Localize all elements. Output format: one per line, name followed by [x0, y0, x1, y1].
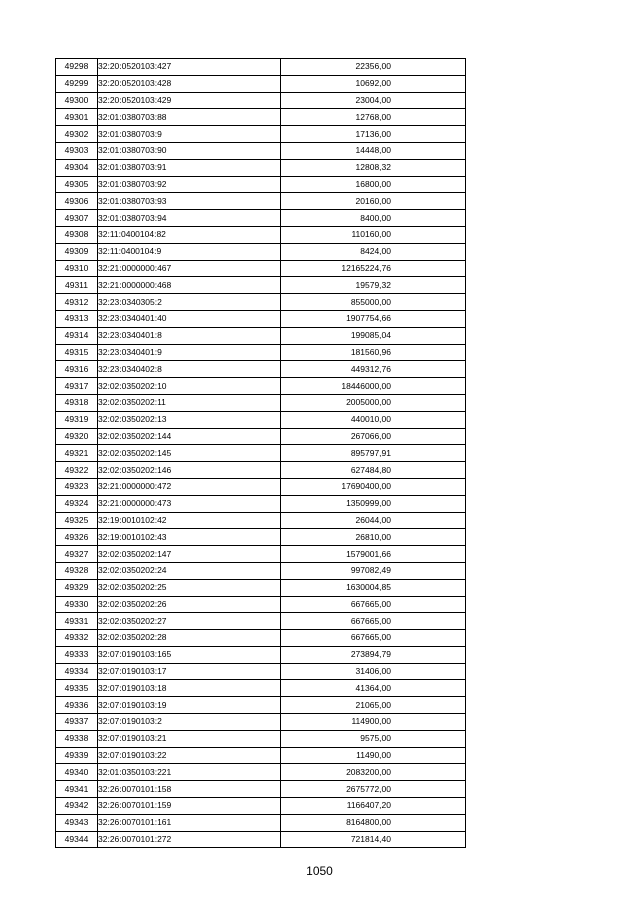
table-row — [56, 579, 466, 596]
cadastral-number-cell: 32:20:0520103:427 — [98, 59, 281, 76]
row-number-cell: 49332 — [56, 630, 98, 647]
value-cell — [281, 394, 466, 411]
value-cell — [281, 646, 466, 663]
table-row — [56, 193, 466, 210]
table-row — [56, 159, 466, 176]
value-text: 18446000,00 — [341, 380, 391, 391]
table-row — [56, 798, 466, 815]
value-cell — [281, 714, 466, 731]
row-number-cell: 49336 — [56, 697, 98, 714]
cadastral-number-cell: 32:01:0380703:91 — [98, 159, 281, 176]
row-number-cell: 49324 — [56, 495, 98, 512]
value-text: 114900,00 — [351, 716, 391, 727]
table-row — [56, 730, 466, 747]
cadastral-number-cell: 32:21:0000000:473 — [98, 495, 281, 512]
value-text: 16800,00 — [355, 178, 391, 189]
row-number-cell: 49314 — [56, 327, 98, 344]
value-text: 19579,32 — [355, 279, 391, 290]
value-cell — [281, 176, 466, 193]
value-cell — [281, 697, 466, 714]
value-cell — [281, 428, 466, 445]
row-number-cell: 49315 — [56, 344, 98, 361]
value-cell — [281, 210, 466, 227]
value-cell — [281, 92, 466, 109]
cadastral-number-cell: 32:02:0350202:10 — [98, 378, 281, 395]
value-cell — [281, 831, 466, 848]
table-row — [56, 243, 466, 260]
row-number-cell: 49304 — [56, 159, 98, 176]
cadastral-number-cell: 32:26:0070101:159 — [98, 798, 281, 815]
row-number-cell: 49335 — [56, 680, 98, 697]
value-text: 440010,00 — [350, 414, 391, 425]
table-row — [56, 462, 466, 479]
table-row — [56, 361, 466, 378]
cadastral-number-cell: 32:20:0520103:429 — [98, 92, 281, 109]
value-text: 12768,00 — [355, 111, 391, 122]
value-cell — [281, 730, 466, 747]
value-cell — [281, 109, 466, 126]
value-text: 17136,00 — [355, 128, 391, 139]
row-number-cell: 49316 — [56, 361, 98, 378]
row-number-cell: 49298 — [56, 59, 98, 76]
row-number-cell: 49320 — [56, 428, 98, 445]
row-number-cell: 49331 — [56, 613, 98, 630]
cadastral-number-cell: 32:26:0070101:158 — [98, 781, 281, 798]
value-text: 1350999,00 — [346, 498, 391, 509]
row-number-cell: 49339 — [56, 747, 98, 764]
value-cell — [281, 495, 466, 512]
cadastral-number-cell: 32:01:0380703:88 — [98, 109, 281, 126]
value-text: 267066,00 — [350, 430, 391, 441]
value-cell — [281, 411, 466, 428]
row-number-cell: 49319 — [56, 411, 98, 428]
row-number-cell: 49334 — [56, 663, 98, 680]
value-text: 2005000,00 — [346, 397, 391, 408]
table-row — [56, 680, 466, 697]
table-row — [56, 697, 466, 714]
table-row — [56, 226, 466, 243]
row-number-cell: 49313 — [56, 310, 98, 327]
table-row — [56, 59, 466, 76]
value-cell — [281, 344, 466, 361]
row-number-cell: 49323 — [56, 478, 98, 495]
table-row — [56, 764, 466, 781]
value-text: 1166407,20 — [346, 800, 391, 811]
table-row — [56, 142, 466, 159]
row-number-cell: 49342 — [56, 798, 98, 815]
value-cell — [281, 294, 466, 311]
table-row — [56, 210, 466, 227]
cadastral-number-cell: 32:11:0400104:9 — [98, 243, 281, 260]
cadastral-number-cell: 32:23:0340305:2 — [98, 294, 281, 311]
cadastral-number-cell: 32:01:0380703:92 — [98, 176, 281, 193]
cadastral-number-cell: 32:01:0350103:221 — [98, 764, 281, 781]
table-row — [56, 814, 466, 831]
table-row — [56, 714, 466, 731]
value-cell — [281, 546, 466, 563]
cadastral-number-cell: 32:07:0190103:17 — [98, 663, 281, 680]
value-text: 26044,00 — [355, 514, 391, 525]
row-number-cell: 49343 — [56, 814, 98, 831]
value-text: 11490,00 — [356, 750, 391, 761]
value-cell — [281, 75, 466, 92]
cadastral-number-cell: 32:01:0380703:90 — [98, 142, 281, 159]
table-row — [56, 529, 466, 546]
value-text: 273894,79 — [350, 649, 391, 660]
table-row — [56, 445, 466, 462]
table-row — [56, 512, 466, 529]
table-row — [56, 747, 466, 764]
value-text: 1630004,85 — [346, 582, 391, 593]
value-text: 8424,00 — [360, 246, 391, 257]
value-text: 667665,00 — [350, 632, 391, 643]
value-text: 199085,04 — [350, 330, 391, 341]
value-text: 22356,00 — [355, 61, 391, 72]
row-number-cell: 49325 — [56, 512, 98, 529]
cadastral-number-cell: 32:21:0000000:468 — [98, 277, 281, 294]
row-number-cell: 49322 — [56, 462, 98, 479]
value-cell — [281, 663, 466, 680]
cadastral-number-cell: 32:23:0340401:9 — [98, 344, 281, 361]
row-number-cell: 49338 — [56, 730, 98, 747]
value-cell — [281, 59, 466, 76]
cadastral-number-cell: 32:26:0070101:161 — [98, 814, 281, 831]
value-cell — [281, 814, 466, 831]
table-row — [56, 277, 466, 294]
cadastral-number-cell: 32:07:0190103:21 — [98, 730, 281, 747]
table-row — [56, 260, 466, 277]
table-row — [56, 478, 466, 495]
value-text: 1579001,66 — [346, 548, 391, 559]
value-cell — [281, 798, 466, 815]
cadastral-number-cell: 32:02:0350202:26 — [98, 596, 281, 613]
value-text: 895797,91 — [350, 447, 391, 458]
value-text: 181560,96 — [350, 346, 391, 357]
row-number-cell: 49333 — [56, 646, 98, 663]
row-number-cell: 49328 — [56, 562, 98, 579]
table-row — [56, 613, 466, 630]
row-number-cell: 49308 — [56, 226, 98, 243]
table-row — [56, 562, 466, 579]
cadastral-number-cell: 32:21:0000000:472 — [98, 478, 281, 495]
cadastral-number-cell: 32:02:0350202:28 — [98, 630, 281, 647]
value-text: 12165224,76 — [341, 262, 391, 273]
row-number-cell: 49341 — [56, 781, 98, 798]
value-cell — [281, 445, 466, 462]
row-number-cell: 49326 — [56, 529, 98, 546]
value-cell — [281, 596, 466, 613]
row-number-cell: 49330 — [56, 596, 98, 613]
row-number-cell: 49337 — [56, 714, 98, 731]
cadastral-number-cell: 32:07:0190103:2 — [98, 714, 281, 731]
cadastral-value-table — [55, 58, 466, 848]
value-cell — [281, 764, 466, 781]
table-row — [56, 109, 466, 126]
table-row — [56, 327, 466, 344]
row-number-cell: 49302 — [56, 126, 98, 143]
value-cell — [281, 277, 466, 294]
value-cell — [281, 226, 466, 243]
value-cell — [281, 478, 466, 495]
table-row — [56, 411, 466, 428]
table-row — [56, 663, 466, 680]
value-text: 41364,00 — [355, 682, 391, 693]
cadastral-number-cell: 32:21:0000000:467 — [98, 260, 281, 277]
value-cell — [281, 327, 466, 344]
value-cell — [281, 159, 466, 176]
table-row — [56, 294, 466, 311]
value-text: 21065,00 — [355, 699, 391, 710]
value-text: 997082,49 — [350, 565, 391, 576]
table-body — [56, 59, 466, 848]
row-number-cell: 49312 — [56, 294, 98, 311]
cadastral-number-cell: 32:23:0340401:40 — [98, 310, 281, 327]
value-cell — [281, 579, 466, 596]
table-row — [56, 596, 466, 613]
row-number-cell: 49299 — [56, 75, 98, 92]
value-cell — [281, 512, 466, 529]
table-row — [56, 378, 466, 395]
table-row — [56, 310, 466, 327]
table-row — [56, 495, 466, 512]
row-number-cell: 49340 — [56, 764, 98, 781]
value-text: 667665,00 — [350, 615, 391, 626]
row-number-cell: 49329 — [56, 579, 98, 596]
cadastral-number-cell: 32:02:0350202:24 — [98, 562, 281, 579]
row-number-cell: 49310 — [56, 260, 98, 277]
cadastral-number-cell: 32:26:0070101:272 — [98, 831, 281, 848]
cadastral-number-cell: 32:07:0190103:19 — [98, 697, 281, 714]
value-text: 449312,76 — [350, 363, 391, 374]
value-cell — [281, 243, 466, 260]
value-text: 9575,00 — [360, 733, 391, 744]
cadastral-number-cell: 32:19:0010102:43 — [98, 529, 281, 546]
cadastral-number-cell: 32:01:0380703:93 — [98, 193, 281, 210]
value-text: 31406,00 — [355, 666, 391, 677]
row-number-cell: 49318 — [56, 394, 98, 411]
value-text: 8400,00 — [360, 212, 391, 223]
value-text: 12808,32 — [355, 162, 391, 173]
value-cell — [281, 630, 466, 647]
value-text: 20160,00 — [355, 195, 391, 206]
value-text: 1907754,66 — [346, 313, 391, 324]
cadastral-number-cell: 32:07:0190103:18 — [98, 680, 281, 697]
value-text: 8164800,00 — [346, 817, 391, 828]
cadastral-number-cell: 32:11:0400104:82 — [98, 226, 281, 243]
value-cell — [281, 613, 466, 630]
value-cell — [281, 462, 466, 479]
row-number-cell: 49307 — [56, 210, 98, 227]
cadastral-number-cell: 32:02:0350202:27 — [98, 613, 281, 630]
cadastral-number-cell: 32:02:0350202:146 — [98, 462, 281, 479]
cadastral-number-cell: 32:01:0380703:94 — [98, 210, 281, 227]
value-cell — [281, 361, 466, 378]
row-number-cell: 49305 — [56, 176, 98, 193]
value-cell — [281, 260, 466, 277]
row-number-cell: 49309 — [56, 243, 98, 260]
value-text: 110160,00 — [351, 229, 391, 240]
row-number-cell: 49303 — [56, 142, 98, 159]
table-row — [56, 428, 466, 445]
table-row — [56, 75, 466, 92]
row-number-cell: 49311 — [56, 277, 98, 294]
value-text: 2083200,00 — [346, 766, 391, 777]
row-number-cell: 49344 — [56, 831, 98, 848]
table-row — [56, 344, 466, 361]
value-text: 17690400,00 — [341, 481, 391, 492]
value-cell — [281, 781, 466, 798]
cadastral-number-cell: 32:23:0340402:8 — [98, 361, 281, 378]
table-row — [56, 394, 466, 411]
value-cell — [281, 562, 466, 579]
value-text: 627484,80 — [350, 464, 391, 475]
value-cell — [281, 310, 466, 327]
page-number: 1050 — [306, 864, 333, 878]
value-text: 14448,00 — [355, 145, 391, 156]
value-cell — [281, 378, 466, 395]
cadastral-number-cell: 32:02:0350202:25 — [98, 579, 281, 596]
table-row — [56, 126, 466, 143]
cadastral-number-cell: 32:07:0190103:165 — [98, 646, 281, 663]
table-row — [56, 831, 466, 848]
value-cell — [281, 747, 466, 764]
table-row — [56, 630, 466, 647]
table-row — [56, 92, 466, 109]
cadastral-number-cell: 32:01:0380703:9 — [98, 126, 281, 143]
row-number-cell: 49317 — [56, 378, 98, 395]
value-text: 2675772,00 — [346, 783, 391, 794]
cadastral-number-cell: 32:02:0350202:13 — [98, 411, 281, 428]
cadastral-number-cell: 32:02:0350202:11 — [98, 394, 281, 411]
value-text: 26810,00 — [355, 531, 391, 542]
row-number-cell: 49327 — [56, 546, 98, 563]
row-number-cell: 49306 — [56, 193, 98, 210]
value-cell — [281, 142, 466, 159]
value-text: 10692,00 — [355, 78, 391, 89]
table-row — [56, 176, 466, 193]
value-text: 667665,00 — [350, 598, 391, 609]
table-row — [56, 646, 466, 663]
cadastral-number-cell: 32:07:0190103:22 — [98, 747, 281, 764]
cadastral-number-cell: 32:23:0340401:8 — [98, 327, 281, 344]
cadastral-number-cell: 32:19:0010102:42 — [98, 512, 281, 529]
row-number-cell: 49300 — [56, 92, 98, 109]
row-number-cell: 49321 — [56, 445, 98, 462]
cadastral-number-cell: 32:02:0350202:144 — [98, 428, 281, 445]
value-text: 721814,40 — [350, 834, 391, 845]
value-cell — [281, 193, 466, 210]
cadastral-number-cell: 32:20:0520103:428 — [98, 75, 281, 92]
value-cell — [281, 126, 466, 143]
cadastral-number-cell: 32:02:0350202:147 — [98, 546, 281, 563]
table-row — [56, 546, 466, 563]
value-text: 855000,00 — [350, 296, 391, 307]
value-cell — [281, 680, 466, 697]
cadastral-number-cell: 32:02:0350202:145 — [98, 445, 281, 462]
table-row — [56, 781, 466, 798]
value-cell — [281, 529, 466, 546]
value-text: 23004,00 — [355, 94, 391, 105]
row-number-cell: 49301 — [56, 109, 98, 126]
